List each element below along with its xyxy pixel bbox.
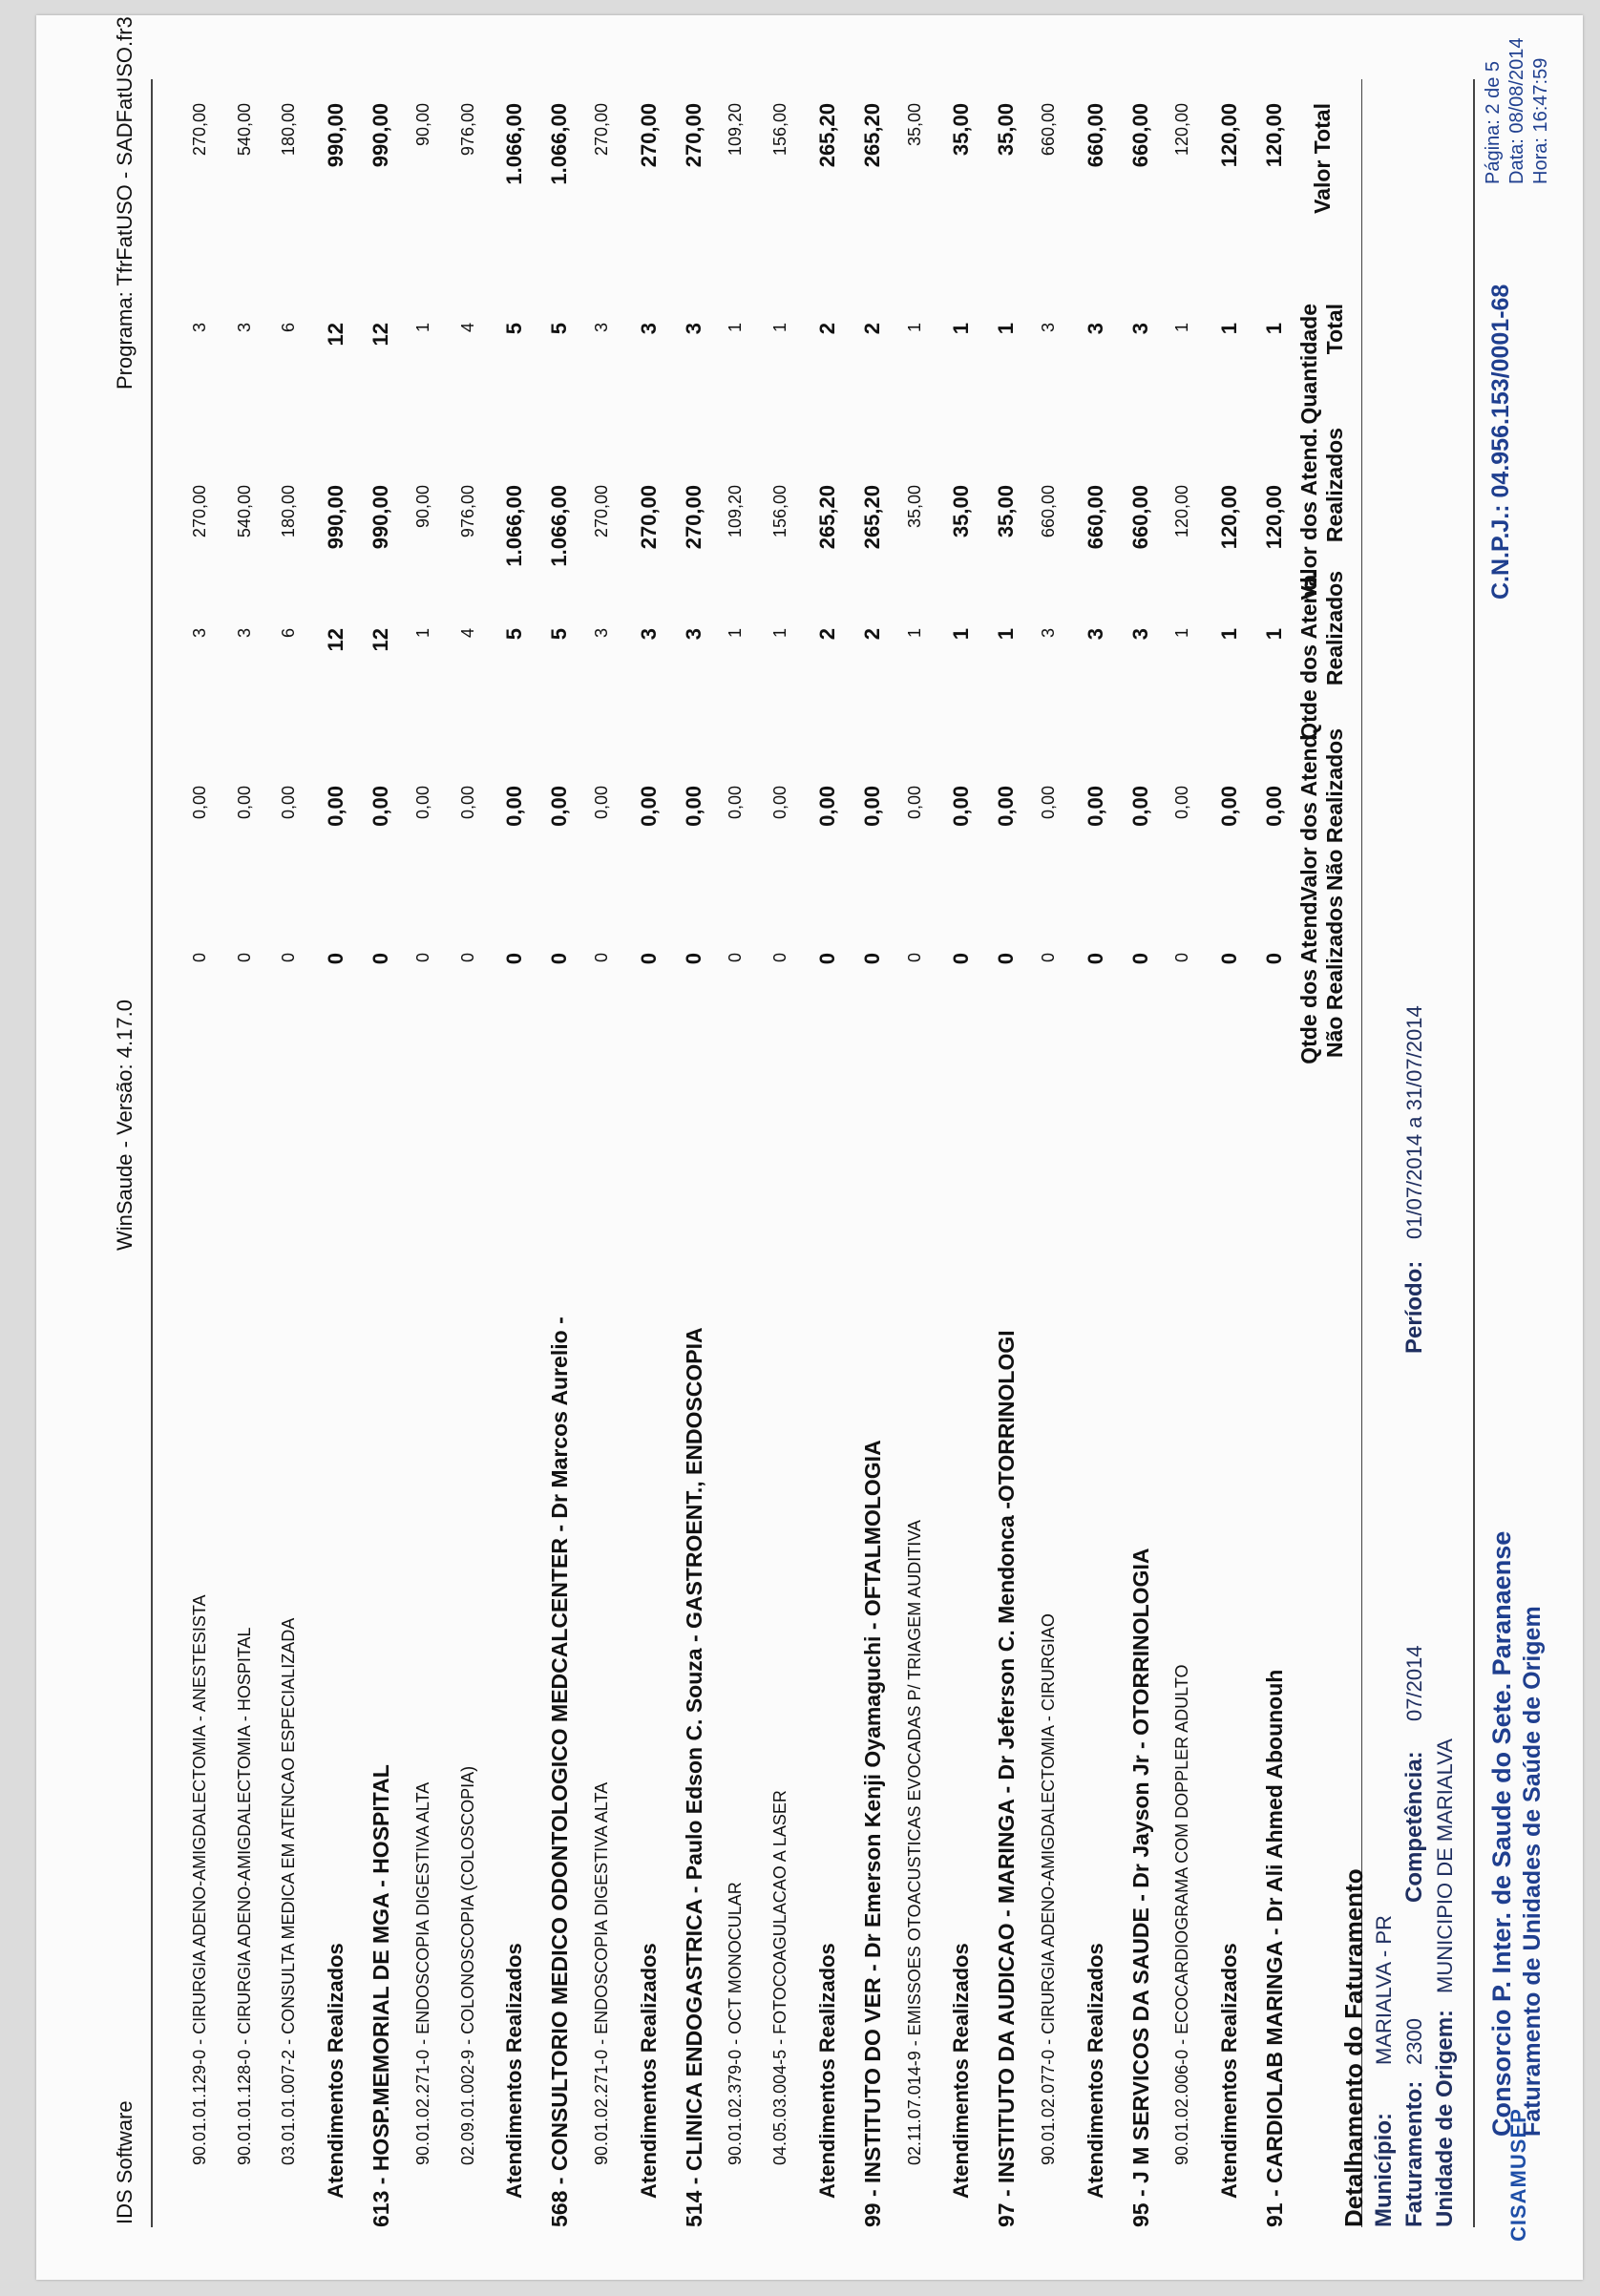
cell-valor-nao-realizados: 0,00 (592, 786, 611, 820)
col-valor-realizados: Valor dos Atend. Realizados (1296, 428, 1347, 600)
row-label: Atendimentos Realizados (324, 1943, 347, 2199)
periodo-label: Período: (1401, 1260, 1427, 1354)
unit-row (1256, 70, 1293, 2227)
cell-valor-nao-realizados: 0,00 (1262, 786, 1286, 827)
cell-qtd-nao-realizados: 0 (235, 953, 254, 963)
cell-quantidade-total: 3 (1084, 323, 1107, 335)
row-label: Atendimentos Realizados (815, 1943, 839, 2199)
cell-valor-nao-realizados: 0,00 (458, 786, 477, 820)
report-org-title: Consorcio P. Inter. de Saude do Sete. Paranaense (1487, 1530, 1516, 2137)
cell-valor-realizados: 120,00 (1262, 485, 1286, 550)
row-label: 568 - CONSULTORIO MEDICO ODONTOLOGICO MEDCALCENTER - Dr Marcos Aurelio - (547, 1317, 572, 2227)
cell-valor-total: 265,20 (860, 103, 884, 168)
cell-qtd-nao-realizados: 0 (547, 953, 571, 965)
procedure-row (408, 70, 444, 2227)
cell-qtd-realizados: 3 (235, 628, 254, 639)
cell-qtd-realizados: 3 (592, 628, 611, 639)
cell-valor-realizados: 120,00 (1172, 485, 1191, 538)
consortium-logo: CISAMUSEP (1506, 2108, 1530, 2242)
cell-valor-realizados: 156,00 (770, 485, 789, 538)
row-label: 90.01.02.379-0 - OCT MONOCULAR (726, 1882, 745, 2165)
cell-valor-realizados: 35,00 (949, 485, 973, 538)
cell-valor-total: 660,00 (1084, 103, 1107, 168)
col-qtd-realizados: Qtde dos Atend. Realizados (1296, 571, 1347, 740)
cell-quantidade-total: 1 (994, 323, 1018, 335)
cell-valor-total: 976,00 (458, 103, 477, 157)
cell-qtd-nao-realizados: 0 (190, 953, 209, 963)
cell-qtd-nao-realizados: 0 (860, 953, 884, 965)
row-label: 90.01.02.271-0 - ENDOSCOPIA DIGESTIVA ALTA (592, 1781, 611, 2165)
cell-qtd-realizados: 1 (726, 628, 745, 639)
cell-quantidade-total: 3 (190, 323, 209, 333)
cell-valor-realizados: 270,00 (190, 485, 209, 538)
cell-quantidade-total: 3 (682, 323, 705, 335)
cell-valor-nao-realizados: 0,00 (905, 786, 924, 820)
cell-qtd-nao-realizados: 0 (682, 953, 705, 965)
cell-qtd-realizados: 2 (815, 628, 839, 641)
cell-valor-realizados: 35,00 (905, 485, 924, 529)
unit-row (1123, 70, 1159, 2227)
cell-valor-nao-realizados: 0,00 (949, 786, 973, 827)
row-label: Atendimentos Realizados (1217, 1943, 1241, 2199)
cell-qtd-realizados: 3 (1039, 628, 1058, 639)
row-label: 90.01.02.006-0 - ECOCARDIOGRAMA COM DOPPLER ADULTO (1172, 1664, 1191, 2165)
cell-valor-total: 990,00 (368, 103, 392, 168)
cell-qtd-realizados: 3 (1084, 628, 1107, 641)
scanned-page (36, 15, 1583, 2280)
cell-valor-total: 270,00 (190, 103, 209, 157)
cell-qtd-realizados: 5 (502, 628, 526, 641)
cell-quantidade-total: 1 (949, 323, 973, 335)
row-label: Atendimentos Realizados (637, 1943, 661, 2199)
cell-qtd-realizados: 1 (1217, 628, 1241, 641)
cell-quantidade-total: 4 (458, 323, 477, 333)
cell-quantidade-total: 5 (547, 323, 571, 335)
cell-valor-total: 1.066,00 (547, 103, 571, 185)
faturamento-label: Faturamento: (1401, 2080, 1427, 2227)
cell-qtd-realizados: 2 (860, 628, 884, 641)
procedure-row (586, 70, 622, 2227)
cell-qtd-nao-realizados: 0 (726, 953, 745, 963)
cell-qtd-nao-realizados: 0 (324, 953, 347, 965)
cell-valor-nao-realizados: 0,00 (860, 786, 884, 827)
faturamento-value: 2300 (1402, 2018, 1426, 2065)
cell-valor-total: 270,00 (682, 103, 705, 168)
cell-quantidade-total: 1 (726, 323, 745, 333)
cell-valor-realizados: 265,20 (860, 485, 884, 550)
cell-qtd-realizados: 1 (1262, 628, 1286, 641)
rotated-report (36, 15, 1583, 2280)
cell-valor-realizados: 540,00 (235, 485, 254, 538)
cell-valor-nao-realizados: 0,00 (190, 786, 209, 820)
cell-valor-realizados: 990,00 (324, 485, 347, 550)
group-row (1078, 70, 1114, 2227)
row-label: 95 - J M SERVICOS DA SAUDE - Dr Jayson Jr - OTORRINOLOGIA (1128, 1548, 1153, 2227)
cell-quantidade-total: 1 (1262, 323, 1286, 335)
cell-qtd-realizados: 1 (413, 628, 432, 639)
cell-qtd-realizados: 3 (1128, 628, 1152, 641)
municipio-label: Município: (1371, 2113, 1397, 2227)
cell-qtd-nao-realizados: 0 (458, 953, 477, 963)
procedure-row (229, 70, 265, 2227)
cell-valor-nao-realizados: 0,00 (413, 786, 432, 820)
cell-valor-nao-realizados: 0,00 (502, 786, 526, 827)
cell-valor-realizados: 660,00 (1128, 485, 1152, 550)
cell-valor-total: 35,00 (994, 103, 1018, 157)
cell-qtd-nao-realizados: 0 (502, 953, 526, 965)
cell-qtd-realizados: 12 (368, 628, 392, 652)
row-label: 90.01.01.128-0 - CIRURGIA ADENO-AMIGDALECTOMIA - HOSPITAL (235, 1627, 254, 2165)
group-row (318, 70, 354, 2227)
cell-valor-nao-realizados: 0,00 (324, 786, 347, 827)
unit-row (363, 70, 399, 2227)
cell-qtd-nao-realizados: 0 (1128, 953, 1152, 965)
cell-qtd-realizados: 1 (949, 628, 973, 641)
cell-valor-nao-realizados: 0,00 (1128, 786, 1152, 827)
group-row (1211, 70, 1248, 2227)
cell-valor-total: 990,00 (324, 103, 347, 168)
cell-quantidade-total: 12 (368, 323, 392, 347)
cell-qtd-realizados: 3 (682, 628, 705, 641)
page-number: Página: 2 de 5 (1483, 61, 1504, 184)
procedure-row (1167, 70, 1203, 2227)
cell-quantidade-total: 3 (235, 323, 254, 333)
cell-valor-total: 35,00 (905, 103, 924, 147)
footer-program: Programa: TfrFatUSO - SADFatUSO.fr3 (113, 16, 137, 390)
row-label: 90.01.02.077-0 - CIRURGIA ADENO-AMIGDALECTOMIA - CIRURGIAO (1039, 1613, 1058, 2165)
footer-divider (151, 79, 153, 2227)
group-row (810, 70, 846, 2227)
cell-qtd-nao-realizados: 0 (1172, 953, 1191, 963)
cell-quantidade-total: 5 (502, 323, 526, 335)
group-row (943, 70, 979, 2227)
cell-valor-total: 1.066,00 (502, 103, 526, 185)
cell-valor-realizados: 660,00 (1039, 485, 1058, 538)
cell-valor-total: 120,00 (1262, 103, 1286, 168)
row-label: 99 - INSTITUTO DO VER - Dr Emerson Kenji Oyamaguchi - OFTALMOLOGIA (860, 1440, 885, 2227)
row-label: 02.09.01.002-9 - COLONOSCOPIA (COLOSCOPIA) (458, 1765, 477, 2165)
cell-valor-total: 660,00 (1128, 103, 1152, 168)
cell-quantidade-total: 2 (860, 323, 884, 335)
cell-valor-realizados: 1.066,00 (502, 485, 526, 567)
col-valor-total: Valor Total (1310, 103, 1335, 214)
cell-valor-realizados: 270,00 (682, 485, 705, 550)
report-title: Faturamento de Unidades de Saúde de Origem (1519, 1606, 1546, 2137)
cell-quantidade-total: 12 (324, 323, 347, 347)
row-label: 02.11.07.014-9 - EMISSOES OTOACUSTICAS EVOCADAS P/ TRIAGEM AUDITIVA (905, 1520, 924, 2165)
cell-valor-total: 265,20 (815, 103, 839, 168)
row-label: 97 - INSTITUTO DA AUDICAO - MARINGA - Dr Jeferson C. Mendonca -OTORRINOLOGI (994, 1330, 1019, 2227)
cell-quantidade-total: 6 (279, 323, 298, 333)
cell-qtd-nao-realizados: 0 (1039, 953, 1058, 963)
cell-valor-nao-realizados: 0,00 (815, 786, 839, 827)
row-label: 04.05.03.004-5 - FOTOCOAGULACAO A LASER (770, 1790, 789, 2165)
cell-valor-realizados: 270,00 (592, 485, 611, 538)
cell-valor-total: 90,00 (413, 103, 432, 147)
cell-quantidade-total: 1 (1217, 323, 1241, 335)
cell-valor-total: 156,00 (770, 103, 789, 157)
cell-quantidade-total: 2 (815, 323, 839, 335)
cell-valor-realizados: 180,00 (279, 485, 298, 538)
cell-qtd-realizados: 1 (1172, 628, 1191, 639)
cell-qtd-nao-realizados: 0 (949, 953, 973, 965)
cell-valor-nao-realizados: 0,00 (770, 786, 789, 820)
cell-qtd-nao-realizados: 0 (905, 953, 924, 963)
col-valor-nao-realizados: Valor dos Atend. Não Realizados (1296, 728, 1347, 901)
cell-quantidade-total: 1 (905, 323, 924, 333)
row-label: 613 - HOSP.MEMORIAL DE MGA - HOSPITAL (368, 1764, 393, 2227)
cell-valor-nao-realizados: 0,00 (726, 786, 745, 820)
cell-qtd-nao-realizados: 0 (413, 953, 432, 963)
row-label: 514 - CLINICA ENDOGASTRICA - Paulo Edson C. Souza - GASTROENT., ENDOSCOPIA (682, 1327, 706, 2227)
municipio-value: MARIALVA - PR (1372, 1915, 1396, 2065)
cell-valor-nao-realizados: 0,00 (1084, 786, 1107, 827)
unit-row (541, 70, 578, 2227)
cell-valor-total: 180,00 (279, 103, 298, 157)
procedure-row (765, 70, 801, 2227)
cell-qtd-realizados: 1 (994, 628, 1018, 641)
group-row (496, 70, 533, 2227)
procedure-row (1033, 70, 1069, 2227)
unit-row (988, 70, 1024, 2227)
procedure-row (453, 70, 489, 2227)
cell-qtd-realizados: 5 (547, 628, 571, 641)
cell-valor-nao-realizados: 0,00 (279, 786, 298, 820)
periodo-value: 01/07/2014 a 31/07/2014 (1402, 1005, 1426, 1239)
cell-qtd-nao-realizados: 0 (592, 953, 611, 963)
report-time: Hora: 16:47:59 (1530, 57, 1551, 184)
cell-valor-total: 540,00 (235, 103, 254, 157)
row-label: 90.01.01.129-0 - CIRURGIA ADENO-AMIGDALECTOMIA - ANESTESISTA (190, 1594, 209, 2165)
cell-valor-total: 270,00 (592, 103, 611, 157)
cell-valor-realizados: 35,00 (994, 485, 1018, 538)
cell-qtd-nao-realizados: 0 (770, 953, 789, 963)
cell-quantidade-total: 1 (1172, 323, 1191, 333)
unidade-value: MUNICIPIO DE MARIALVA (1433, 1738, 1457, 1993)
cell-valor-nao-realizados: 0,00 (1217, 786, 1241, 827)
cell-qtd-realizados: 12 (324, 628, 347, 652)
unit-row (854, 70, 891, 2227)
group-row (631, 70, 667, 2227)
competencia-value: 07/2014 (1402, 1645, 1426, 1721)
row-label: 91 - CARDIOLAB MARINGA - Dr Ali Ahmed Abounouh (1262, 1669, 1287, 2227)
cell-qtd-nao-realizados: 0 (1084, 953, 1107, 965)
col-qtd-nao-realizados: Qtde dos Atend. Não Realizados (1296, 895, 1347, 1064)
cell-qtd-realizados: 3 (190, 628, 209, 639)
cell-quantidade-total: 3 (592, 323, 611, 333)
cell-valor-nao-realizados: 0,00 (1039, 786, 1058, 820)
cell-quantidade-total: 3 (1039, 323, 1058, 333)
cell-valor-realizados: 109,20 (726, 485, 745, 538)
cnpj: C.N.P.J.: 04.956.153/0001-68 (1487, 284, 1514, 600)
row-label: 03.01.01.007-2 - CONSULTA MEDICA EM ATENCAO ESPECIALIZADA (279, 1617, 298, 2165)
competencia-label: Competência: (1401, 1751, 1427, 1903)
cell-qtd-nao-realizados: 0 (815, 953, 839, 965)
cell-qtd-nao-realizados: 0 (279, 953, 298, 963)
cell-valor-realizados: 660,00 (1084, 485, 1107, 550)
cell-qtd-realizados: 3 (637, 628, 661, 641)
footer-vendor: IDS Software (113, 2100, 137, 2224)
cell-valor-realizados: 990,00 (368, 485, 392, 550)
cell-valor-total: 109,20 (726, 103, 745, 157)
cell-valor-realizados: 270,00 (637, 485, 661, 550)
cell-valor-nao-realizados: 0,00 (235, 786, 254, 820)
cell-qtd-nao-realizados: 0 (1262, 953, 1286, 965)
cell-qtd-realizados: 1 (905, 628, 924, 639)
header-divider (1473, 79, 1475, 2227)
cell-qtd-realizados: 6 (279, 628, 298, 639)
procedure-row (184, 70, 221, 2227)
col-quantidade-total: Quantidade Total (1296, 304, 1347, 425)
row-label: Atendimentos Realizados (502, 1943, 526, 2199)
cell-valor-total: 660,00 (1039, 103, 1058, 157)
cell-qtd-nao-realizados: 0 (637, 953, 661, 965)
cell-valor-realizados: 976,00 (458, 485, 477, 538)
cell-valor-nao-realizados: 0,00 (368, 786, 392, 827)
cell-valor-total: 270,00 (637, 103, 661, 168)
cell-valor-nao-realizados: 0,00 (1172, 786, 1191, 820)
cell-quantidade-total: 3 (637, 323, 661, 335)
row-label: 90.01.02.271-0 - ENDOSCOPIA DIGESTIVA ALTA (413, 1781, 432, 2165)
cell-valor-realizados: 120,00 (1217, 485, 1241, 550)
unit-row (676, 70, 712, 2227)
section-title: Detalhamento do Faturamento (1339, 1868, 1368, 2227)
cell-valor-total: 120,00 (1217, 103, 1241, 168)
report-date: Data: 08/08/2014 (1506, 37, 1527, 184)
cell-valor-nao-realizados: 0,00 (994, 786, 1018, 827)
cell-valor-total: 35,00 (949, 103, 973, 157)
footer-version: WinSaude - Versão: 4.17.0 (113, 1000, 137, 1251)
cell-qtd-nao-realizados: 0 (1217, 953, 1241, 965)
procedure-row (273, 70, 309, 2227)
row-label: Atendimentos Realizados (1084, 1943, 1107, 2199)
cell-quantidade-total: 1 (770, 323, 789, 333)
cell-quantidade-total: 1 (413, 323, 432, 333)
cell-valor-nao-realizados: 0,00 (547, 786, 571, 827)
row-label: Atendimentos Realizados (949, 1943, 973, 2199)
procedure-row (720, 70, 756, 2227)
unidade-label: Unidade de Origem: (1432, 2009, 1458, 2227)
cell-qtd-realizados: 1 (770, 628, 789, 639)
procedure-row (899, 70, 936, 2227)
cell-valor-realizados: 90,00 (413, 485, 432, 529)
cell-qtd-nao-realizados: 0 (368, 953, 392, 965)
cell-valor-nao-realizados: 0,00 (637, 786, 661, 827)
cell-quantidade-total: 3 (1128, 323, 1152, 335)
cell-valor-total: 120,00 (1172, 103, 1191, 157)
cell-valor-realizados: 1.066,00 (547, 485, 571, 567)
cell-valor-realizados: 265,20 (815, 485, 839, 550)
cell-qtd-nao-realizados: 0 (994, 953, 1018, 965)
cell-valor-nao-realizados: 0,00 (682, 786, 705, 827)
cell-qtd-realizados: 4 (458, 628, 477, 639)
